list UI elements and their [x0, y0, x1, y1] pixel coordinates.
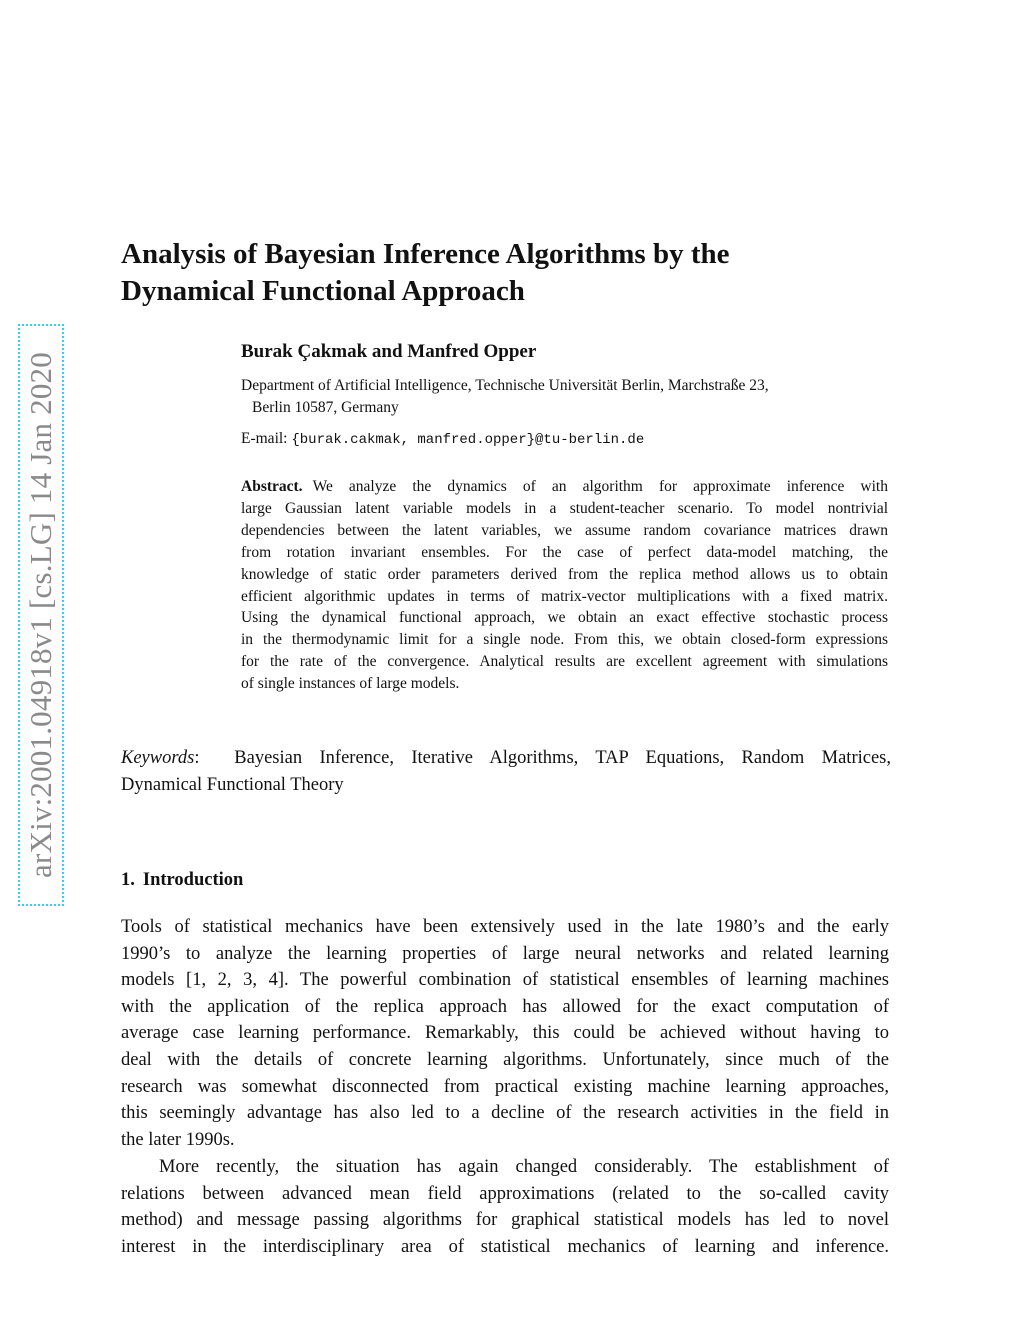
paragraph-line: 1990’s to analyze the learning properties of large neural networks and related learning: [121, 943, 889, 964]
email-line: [241, 428, 644, 451]
email-address[interactable]: {burak.cakmak, manfred.opper}@tu-berlin.de: [291, 432, 645, 448]
abstract-line: in the thermodynamic limit for a single node. From this, we obtain closed-form expressions: [241, 631, 888, 649]
section-heading: [121, 868, 243, 892]
section-title: Introduction: [142, 870, 244, 890]
paragraph-line: models [1, 2, 3, 4]. The powerful combination of statistical ensembles of learning machines: [121, 970, 889, 991]
abstract-line: from rotation invariant ensembles. For the case of perfect data-model matching, the: [241, 543, 888, 561]
paragraph-line: with the application of the replica approach has allowed for the exact computation of: [121, 996, 889, 1017]
arxiv-identifier[interactable]: arXiv:2001.04918v1 [cs.LG] 14 Jan 2020: [23, 352, 58, 878]
keywords: [121, 745, 891, 798]
abstract-line: large Gaussian latent variable models in a student-teacher scenario. To model nontrivial: [241, 499, 888, 517]
paper-title: [121, 236, 911, 310]
abstract: [241, 476, 888, 695]
title-line: Analysis of Bayesian Inference Algorithms by the: [121, 238, 730, 270]
paragraph-1: [121, 914, 889, 1153]
abstract-line: of single instances of large models.: [241, 675, 460, 693]
abstract-label: Abstract.: [241, 478, 303, 495]
abstract-line: Using the dynamical functional approach, we obtain an exact effective stochastic process: [241, 609, 888, 627]
paragraph-2: [121, 1154, 889, 1260]
paragraph-line: Tools of statistical mechanics have been extensively used in the late 1980’s and the early: [121, 917, 889, 937]
keywords-line: Dynamical Functional Theory: [121, 774, 344, 795]
paragraph-line: interest in the interdisciplinary area of statistical mechanics of learning and inference.: [121, 1236, 889, 1257]
affiliation: [241, 375, 901, 419]
email-label: E-mail:: [241, 430, 288, 447]
paragraph-line: method) and message passing algorithms for graphical statistical models has led to novel: [121, 1210, 889, 1231]
abstract-line: for the rate of the convergence. Analytical results are excellent agreement with simulations: [241, 653, 888, 671]
paragraph-line: the later 1990s.: [121, 1129, 235, 1150]
paragraph-line: relations between advanced mean field approximations (related to the so-called cavity: [121, 1183, 889, 1204]
paragraph-line: average case learning performance. Remarkably, this could be achieved without having to: [121, 1023, 889, 1044]
keywords-label: Keywords: [121, 748, 195, 768]
abstract-line: Abstract. We analyze the dynamics of an algorithm for approximate inference with: [241, 478, 888, 495]
paragraph-line: deal with the details of concrete learning algorithms. Unfortunately, since much of the: [121, 1049, 889, 1070]
paragraph-line: More recently, the situation has again changed considerably. The establishment of: [159, 1157, 889, 1177]
paragraph-line: research was somewhat disconnected from practical existing machine learning approaches,: [121, 1076, 889, 1097]
title-line: Dynamical Functional Approach: [121, 275, 525, 307]
abstract-line: knowledge of static order parameters derived from the replica method allows us to obtain: [241, 565, 888, 583]
abstract-line: efficient algorithmic updates in terms of matrix-vector multiplications with a fixed matrix.: [241, 587, 888, 605]
abstract-line: dependencies between the latent variables, we assume random covariance matrices drawn: [241, 521, 888, 539]
affiliation-line: Department of Artificial Intelligence, Technische Universität Berlin, Marchstraße 23,: [241, 377, 769, 394]
section-number: 1.: [121, 870, 135, 890]
affiliation-line: Berlin 10587, Germany: [252, 399, 399, 416]
keywords-line: Keywords: Bayesian Inference, Iterative Algorithms, TAP Equations, Random Matrices,: [121, 748, 891, 768]
authors: Burak Çakmak and Manfred Opper: [241, 341, 537, 362]
paragraph-line: this seemingly advantage has also led to a decline of the research activities in the field in: [121, 1103, 889, 1124]
